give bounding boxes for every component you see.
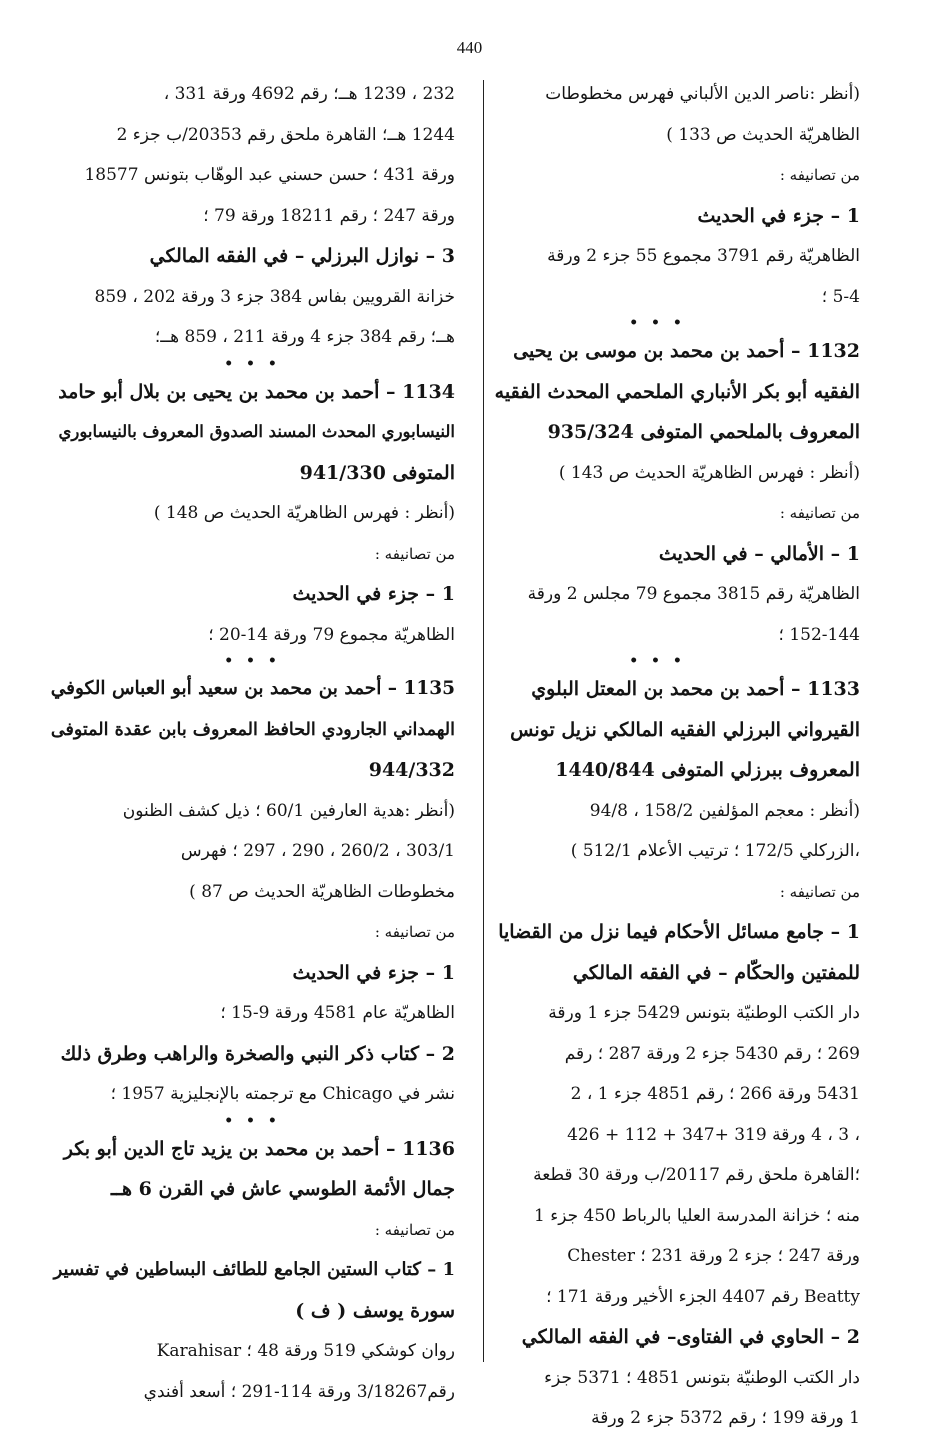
entry-heading: القيرواني البرزلي الفقيه المالكي نزيل تونس <box>510 718 860 741</box>
text-line: دار الكتب الوطنيّة بتونس 5429 جزء 1 ورقة <box>548 1003 860 1023</box>
text-line: ورقة 247 ؛ جزء 2 ورقة 231 ؛ Chester <box>567 1246 860 1266</box>
entry-heading: 1135 – أحمد بن محمد بن سعيد أبو العباس الكوفي <box>50 678 455 699</box>
text-line: ورقة 247 ؛ رقم 18211 ورقة 79 ؛ <box>203 205 455 226</box>
entry-heading: 1132 – أحمد بن محمد بن موسى بن يحيى <box>513 340 860 362</box>
entry-heading: 3 – نوازل البرزلي – في الفقه المالكي <box>149 245 455 267</box>
subheading: من تصانيفه : <box>374 923 455 941</box>
entry-heading: جمال الأئمة الطوسي عاش في القرن 6 هــ <box>110 1178 455 1200</box>
entry-heading: 1 – جامع مسائل الأحكام فيما نزل من القضايا <box>498 921 860 943</box>
text-line: (أنظر : معجم المؤلفين 158/2 ، 94/8 <box>589 800 860 821</box>
entry-heading: المتوفى 941/330 <box>299 461 455 484</box>
text-line: 269 ؛ رقم 5430 جزء 2 ورقة 287 ؛ رقم <box>564 1043 860 1064</box>
entry-heading: 1 – جزء في الحديث <box>292 583 455 605</box>
text-line: دار الكتب الوطنيّة بتونس 4851 ؛ 5371 جزء <box>544 1367 860 1388</box>
text-line: هــ؛ رقم 384 جزء 4 ورقة 211 ، 859 هــ؛ <box>154 327 455 347</box>
section-separator: • • • <box>629 315 686 331</box>
text-line: 232 ، 1239 هــ؛ رقم 4692 ورقة 331 ، <box>163 84 455 104</box>
text-line: منه ؛ خزانة المدرسة العليا بالرباط 450 جزء 1 <box>534 1205 860 1226</box>
entry-heading: 1134 – أحمد بن محمد بن يحيى بن بلال أبو حامد <box>58 380 455 403</box>
text-line: روان كوشكي 519 ورقة 48 ؛ Karahisar <box>156 1341 455 1361</box>
entry-heading: 1 – الأمالي – في الحديث <box>658 542 860 565</box>
text-line: نشر في Chicago مع ترجمته بالإنجليزية 1957 ؛ <box>110 1084 455 1104</box>
text-line: (أنظر :ناصر الدين الألباني فهرس مخطوطات <box>545 84 860 104</box>
entry-heading: المعروف ببرزلي المتوفى 1440/844 <box>555 759 860 781</box>
left-column <box>50 74 455 1412</box>
entry-heading: سورة يوسف ( ف ) <box>295 1299 455 1322</box>
text-line: 303/1 ، 260/2 ، 290 ، 297 ؛ فهرس <box>180 841 455 861</box>
entry-heading: 2 – كتاب ذكر النبي والصخرة والراهب وطرق ذلك <box>60 1042 455 1065</box>
section-separator: • • • <box>629 653 686 669</box>
text-line: خزانة القرويين بفاس 384 جزء 3 ورقة 202 ، 859 <box>94 286 455 307</box>
section-separator: • • • <box>224 653 281 669</box>
text-line: الظاهريّة مجموع 79 ورقة 14-20 ؛ <box>208 624 455 645</box>
text-line: (أنظر :هدية العارفين 60/1 ؛ ذيل كشف الظنون <box>122 800 455 821</box>
page-number: 440 <box>456 38 483 57</box>
entry-heading: 1133 – أحمد بن محمد بن المعتل البلوي <box>531 678 860 700</box>
column-divider <box>483 80 484 1362</box>
section-separator: • • • <box>224 1112 281 1129</box>
text-line: ، 3 ، 4 ورقة 319 +347 + 112 + 426 <box>567 1124 860 1145</box>
entry-heading: المعروف بالملحمي المتوفى 935/324 <box>547 421 860 443</box>
entry-heading: 1 – كتاب الستين الجامع للطائف البساطين في تفسير <box>53 1259 455 1280</box>
text-line: 152-144 ؛ <box>778 624 860 645</box>
entry-heading: 1 – جزء في الحديث <box>292 961 455 984</box>
text-line: رقم3/18267 ورقة 114-291 ؛ أسعد أفندي <box>143 1381 455 1402</box>
entry-heading: 944/332 <box>368 759 455 781</box>
section-separator: • • • <box>224 355 281 372</box>
text-line: (أنظر : فهرس الظاهريّة الحديث ص 143 ) <box>558 462 860 483</box>
text-line: الظاهريّة عام 4581 ورقة 9-15 ؛ <box>220 1003 455 1023</box>
entry-heading: للمفتين والحكّام – في الفقه المالكي <box>572 961 860 984</box>
text-line: 5431 ورقة 266 ؛ رقم 4851 جزء 1 ، 2 <box>570 1084 860 1104</box>
subheading: من تصانيفه : <box>779 882 860 901</box>
entry-heading: النيسابوري المحدث المسند الصدوق المعروف بالنيسابوري <box>58 422 455 441</box>
subheading: من تصانيفه : <box>779 166 860 184</box>
text-line: 5-4 ؛ <box>821 286 860 307</box>
text-line: ورقة 431 ؛ حسن حسني عبد الوهّاب بتونس 18577 <box>84 165 455 185</box>
entry-heading: 1136 – أحمد بن محمد بن يزيد تاج الدين أبو بكر <box>63 1137 455 1160</box>
text-line: ،الزركلي 172/5 ؛ ترتيب الأعلام 512/1 ) <box>570 841 860 861</box>
text-line: الظاهريّة الحديث ص 133 ) <box>666 124 860 145</box>
text-line: (أنظر : فهرس الظاهريّة الحديث ص 148 ) <box>153 503 455 523</box>
text-line: مخطوطات الظاهريّة الحديث ص 87 ) <box>189 881 455 902</box>
text-line: 1244 هــ؛ القاهرة ملحق رقم 20353/ب جزء 2 <box>116 124 455 145</box>
text-line: ؛القاهرة ملحق رقم 20117/ب ورقة 30 قطعة <box>533 1165 860 1185</box>
entry-heading: 1 – جزء في الحديث <box>697 204 860 227</box>
entry-heading: الفقيه أبو بكر الأنباري الملحمي المحدث الفقيه <box>494 380 860 403</box>
text-line: الظاهريّة رقم 3815 مجموع 79 مجلس 2 ورقة <box>527 584 860 604</box>
text-line: Beatty رقم 4407 الجزء الأخير ورقة 171 ؛ <box>546 1286 860 1307</box>
text-line: الظاهريّة رقم 3791 مجموع 55 جزء 2 ورقة <box>547 246 860 266</box>
entry-heading: 2 – الحاوي في الفتاوى– في الفقه المالكي <box>521 1326 860 1348</box>
subheading: من تصانيفه : <box>374 1220 455 1239</box>
right-column <box>455 74 860 1439</box>
text-line: 1 ورقة 199 ؛ رقم 5372 جزء 2 ورقة <box>591 1408 860 1428</box>
entry-heading: الهمداني الجارودي الحافظ المعروف بابن عقدة المتوفى <box>50 719 455 740</box>
subheading: من تصانيفه : <box>779 504 860 522</box>
subheading: من تصانيفه : <box>374 544 455 563</box>
